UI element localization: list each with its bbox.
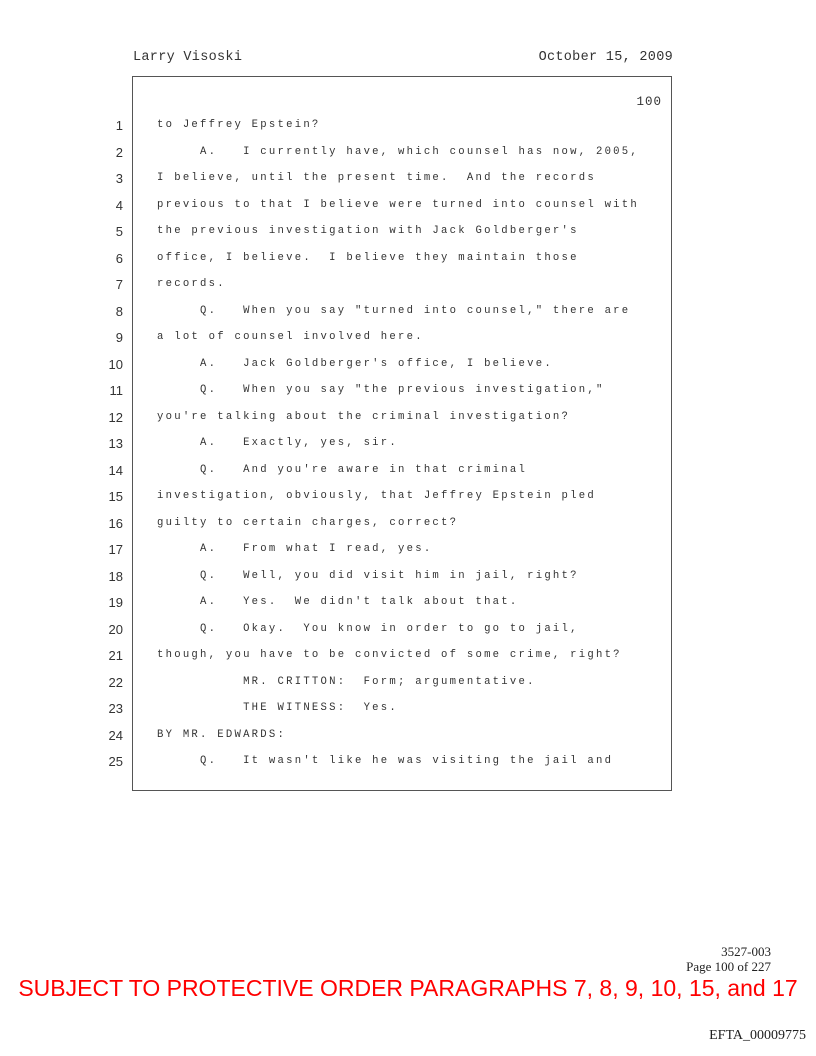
line-number: 12 [108, 409, 123, 425]
transcript-line: you're talking about the criminal investigation? [157, 410, 571, 423]
transcript-line: A. Yes. We didn't talk about that. [157, 596, 519, 608]
transcript-page-number: 100 [636, 95, 662, 109]
line-number: 7 [115, 277, 123, 292]
line-number: 18 [108, 568, 123, 584]
transcript-line: Q. It wasn't like he was visiting the jail and [157, 755, 614, 767]
transcript-line: I believe, until the present time. And the records [157, 172, 596, 184]
line-number: 9 [115, 330, 123, 345]
protective-order-notice: SUBJECT TO PROTECTIVE ORDER PARAGRAPHS 7, 8, 9, 10, 15, and 17 [18, 975, 798, 1001]
transcript-line: though, you have to be convicted of some crime, right? [157, 649, 622, 661]
transcript-line: Q. And you're aware in that criminal [157, 463, 528, 476]
bates-code: 3527-003 [721, 944, 771, 959]
transcript-line: office, I believe. I believe they maintain those [157, 251, 579, 264]
line-number: 17 [108, 542, 123, 557]
line-number: 3 [115, 171, 123, 186]
transcript-line: investigation, obviously, that Jeffrey Epstein pled [157, 490, 596, 502]
line-number: 23 [108, 701, 123, 716]
line-number: 16 [108, 515, 123, 531]
transcript-line: A. From what I read, yes. [157, 543, 433, 555]
line-number: 5 [115, 224, 123, 239]
transcript-line: the previous investigation with Jack Goldberger's [157, 225, 579, 237]
line-number: 14 [108, 462, 123, 478]
line-number: 25 [108, 754, 123, 769]
transcript-line: Q. When you say "the previous investigation," [157, 384, 605, 396]
line-number: 8 [115, 303, 123, 319]
transcript-line: A. Exactly, yes, sir. [157, 437, 399, 449]
transcript-line: previous to that I believe were turned into counsel with [157, 198, 640, 211]
transcript-line: BY MR. EDWARDS: [157, 728, 287, 741]
line-number: 4 [115, 197, 123, 213]
transcript-line: guilty to certain charges, correct? [157, 516, 459, 529]
line-number: 6 [115, 250, 123, 266]
line-number: 15 [108, 489, 123, 504]
transcript-line: A. I currently have, which counsel has now, 2005, [157, 145, 640, 158]
line-number: 24 [108, 727, 123, 743]
line-number: 21 [108, 648, 123, 663]
line-number: 11 [109, 383, 123, 398]
line-number: 2 [115, 144, 123, 160]
line-number: 19 [108, 595, 123, 610]
line-number: 13 [108, 436, 123, 451]
transcript-line: a lot of counsel involved here. [157, 331, 424, 343]
efta-document-id: EFTA_00009775 [709, 1028, 806, 1043]
line-number: 20 [108, 621, 123, 637]
transcript-line: Q. When you say "turned into counsel," there are [157, 304, 631, 317]
witness-name: Larry Visoski [133, 50, 243, 65]
line-number: 10 [108, 356, 123, 372]
line-number: 22 [108, 674, 123, 690]
deposition-date: October 15, 2009 [538, 50, 673, 65]
transcript-line: to Jeffrey Epstein? [157, 119, 321, 131]
bates-page-count: Page 100 of 227 [686, 959, 771, 974]
transcript-line: MR. CRITTON: Form; argumentative. [157, 675, 536, 688]
transcript-line: Q. Okay. You know in order to go to jail, [157, 622, 579, 635]
transcript-line: THE WITNESS: Yes. [157, 702, 399, 714]
transcript-line: Q. Well, you did visit him in jail, right? [157, 569, 579, 582]
line-number: 1 [115, 118, 123, 133]
transcript-line: A. Jack Goldberger's office, I believe. [157, 357, 553, 370]
transcript-line: records. [157, 278, 226, 290]
